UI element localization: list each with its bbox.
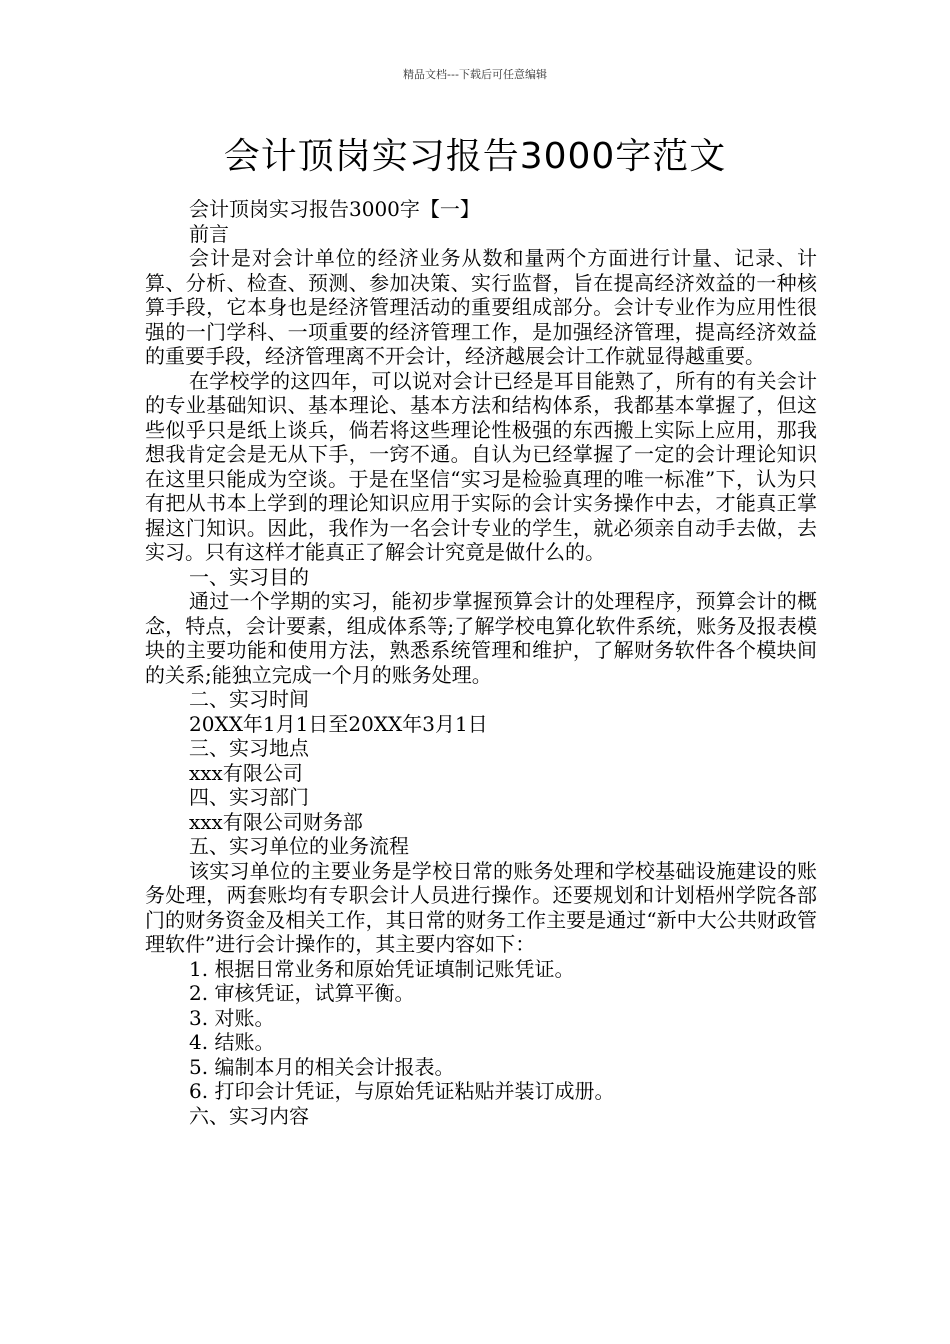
subheading: 五、实习单位的业务流程 xyxy=(189,834,409,858)
subheading: 二、实习时间 xyxy=(189,687,309,711)
list-item: 1. 根据日常业务和原始凭证填制记账凭证。 xyxy=(189,956,575,981)
header-note: 精品文档---下载后可任意编辑 xyxy=(403,68,547,81)
document-title: 会计顶岗实习报告3000字范文 xyxy=(223,136,727,177)
paragraph: xxx有限公司财务部 xyxy=(189,809,363,834)
subheading-preface: 前言 xyxy=(189,221,229,246)
paragraph: xxx有限公司 xyxy=(189,760,303,785)
list-item: 3. 对账。 xyxy=(189,1005,275,1030)
subheading: 三、实习地点 xyxy=(189,736,309,760)
document-body xyxy=(145,197,817,1128)
paragraph: 20XX年1月1日至20XX年3月1日 xyxy=(189,711,488,736)
paragraph: 该实习单位的主要业务是学校日常的账务处理和学校基础设施建设的账务处理，两套账均有专职会计人员进行操作。还要规划和计划梧州学院各部门的财务资金及相关工作，其日常的财务工作主要是通过“新中大公共财政管理软件”进行会计操作的，其主要内容如下： xyxy=(145,858,817,956)
paragraph: 在学校学的这四年，可以说对会计已经是耳目能熟了，所有的有关会计的专业基础知识、基本理论、基本方法和结构体系，我都基本掌握了，但这些似乎只是纸上谈兵，倘若将这些理论性极强的东西搬上实际上应用，那我想我肯定会是无从下手，一窍不通。自认为已经掌握了一定的会计理论知识在这里只能成为空谈。于是在坚信“实习是检验真理的唯一标准”下，认为只有把从书本上学到的理论知识应用于实际的会计实务操作中去，才能真正掌握这门知识。因此，我作为一名会计专业的学生，就必须亲自动手去做，去实习。只有这样才能真正了解会计究竟是做什么的。 xyxy=(145,368,817,564)
paragraph: 通过一个学期的实习，能初步掌握预算会计的处理程序，预算会计的概念，特点，会计要素，组成体系等;了解学校电算化软件系统，账务及报表模块的主要功能和使用方法，熟悉系统管理和维护，了解财务软件各个模块间的关系;能独立完成一个月的账务处理。 xyxy=(145,589,817,687)
list-item: 4. 结账。 xyxy=(189,1030,275,1054)
list-item: 6. 打印会计凭证，与原始凭证粘贴并装订成册。 xyxy=(189,1079,615,1103)
list-item: 2. 审核凭证，试算平衡。 xyxy=(189,981,415,1005)
section-heading: 会计顶岗实习报告3000字【一】 xyxy=(189,197,480,221)
subheading: 一、实习目的 xyxy=(189,564,309,589)
paragraph: 会计是对会计单位的经济业务从数和量两个方面进行计量、记录、计算、分析、检查、预测、参加决策、实行监督，旨在提高经济效益的一种核算手段，它本身也是经济管理活动的重要组成部分。会计专业作为应用性很强的一门学科、一项重要的经济管理工作，是加强经济管理，提高经济效益的重要手段，经济管理离不开会计，经济越展会计工作就显得越重要。 xyxy=(145,246,817,368)
subheading: 四、实习部门 xyxy=(189,785,309,809)
list-item: 5. 编制本月的相关会计报表。 xyxy=(189,1054,455,1079)
subheading: 六、实习内容 xyxy=(189,1103,309,1128)
